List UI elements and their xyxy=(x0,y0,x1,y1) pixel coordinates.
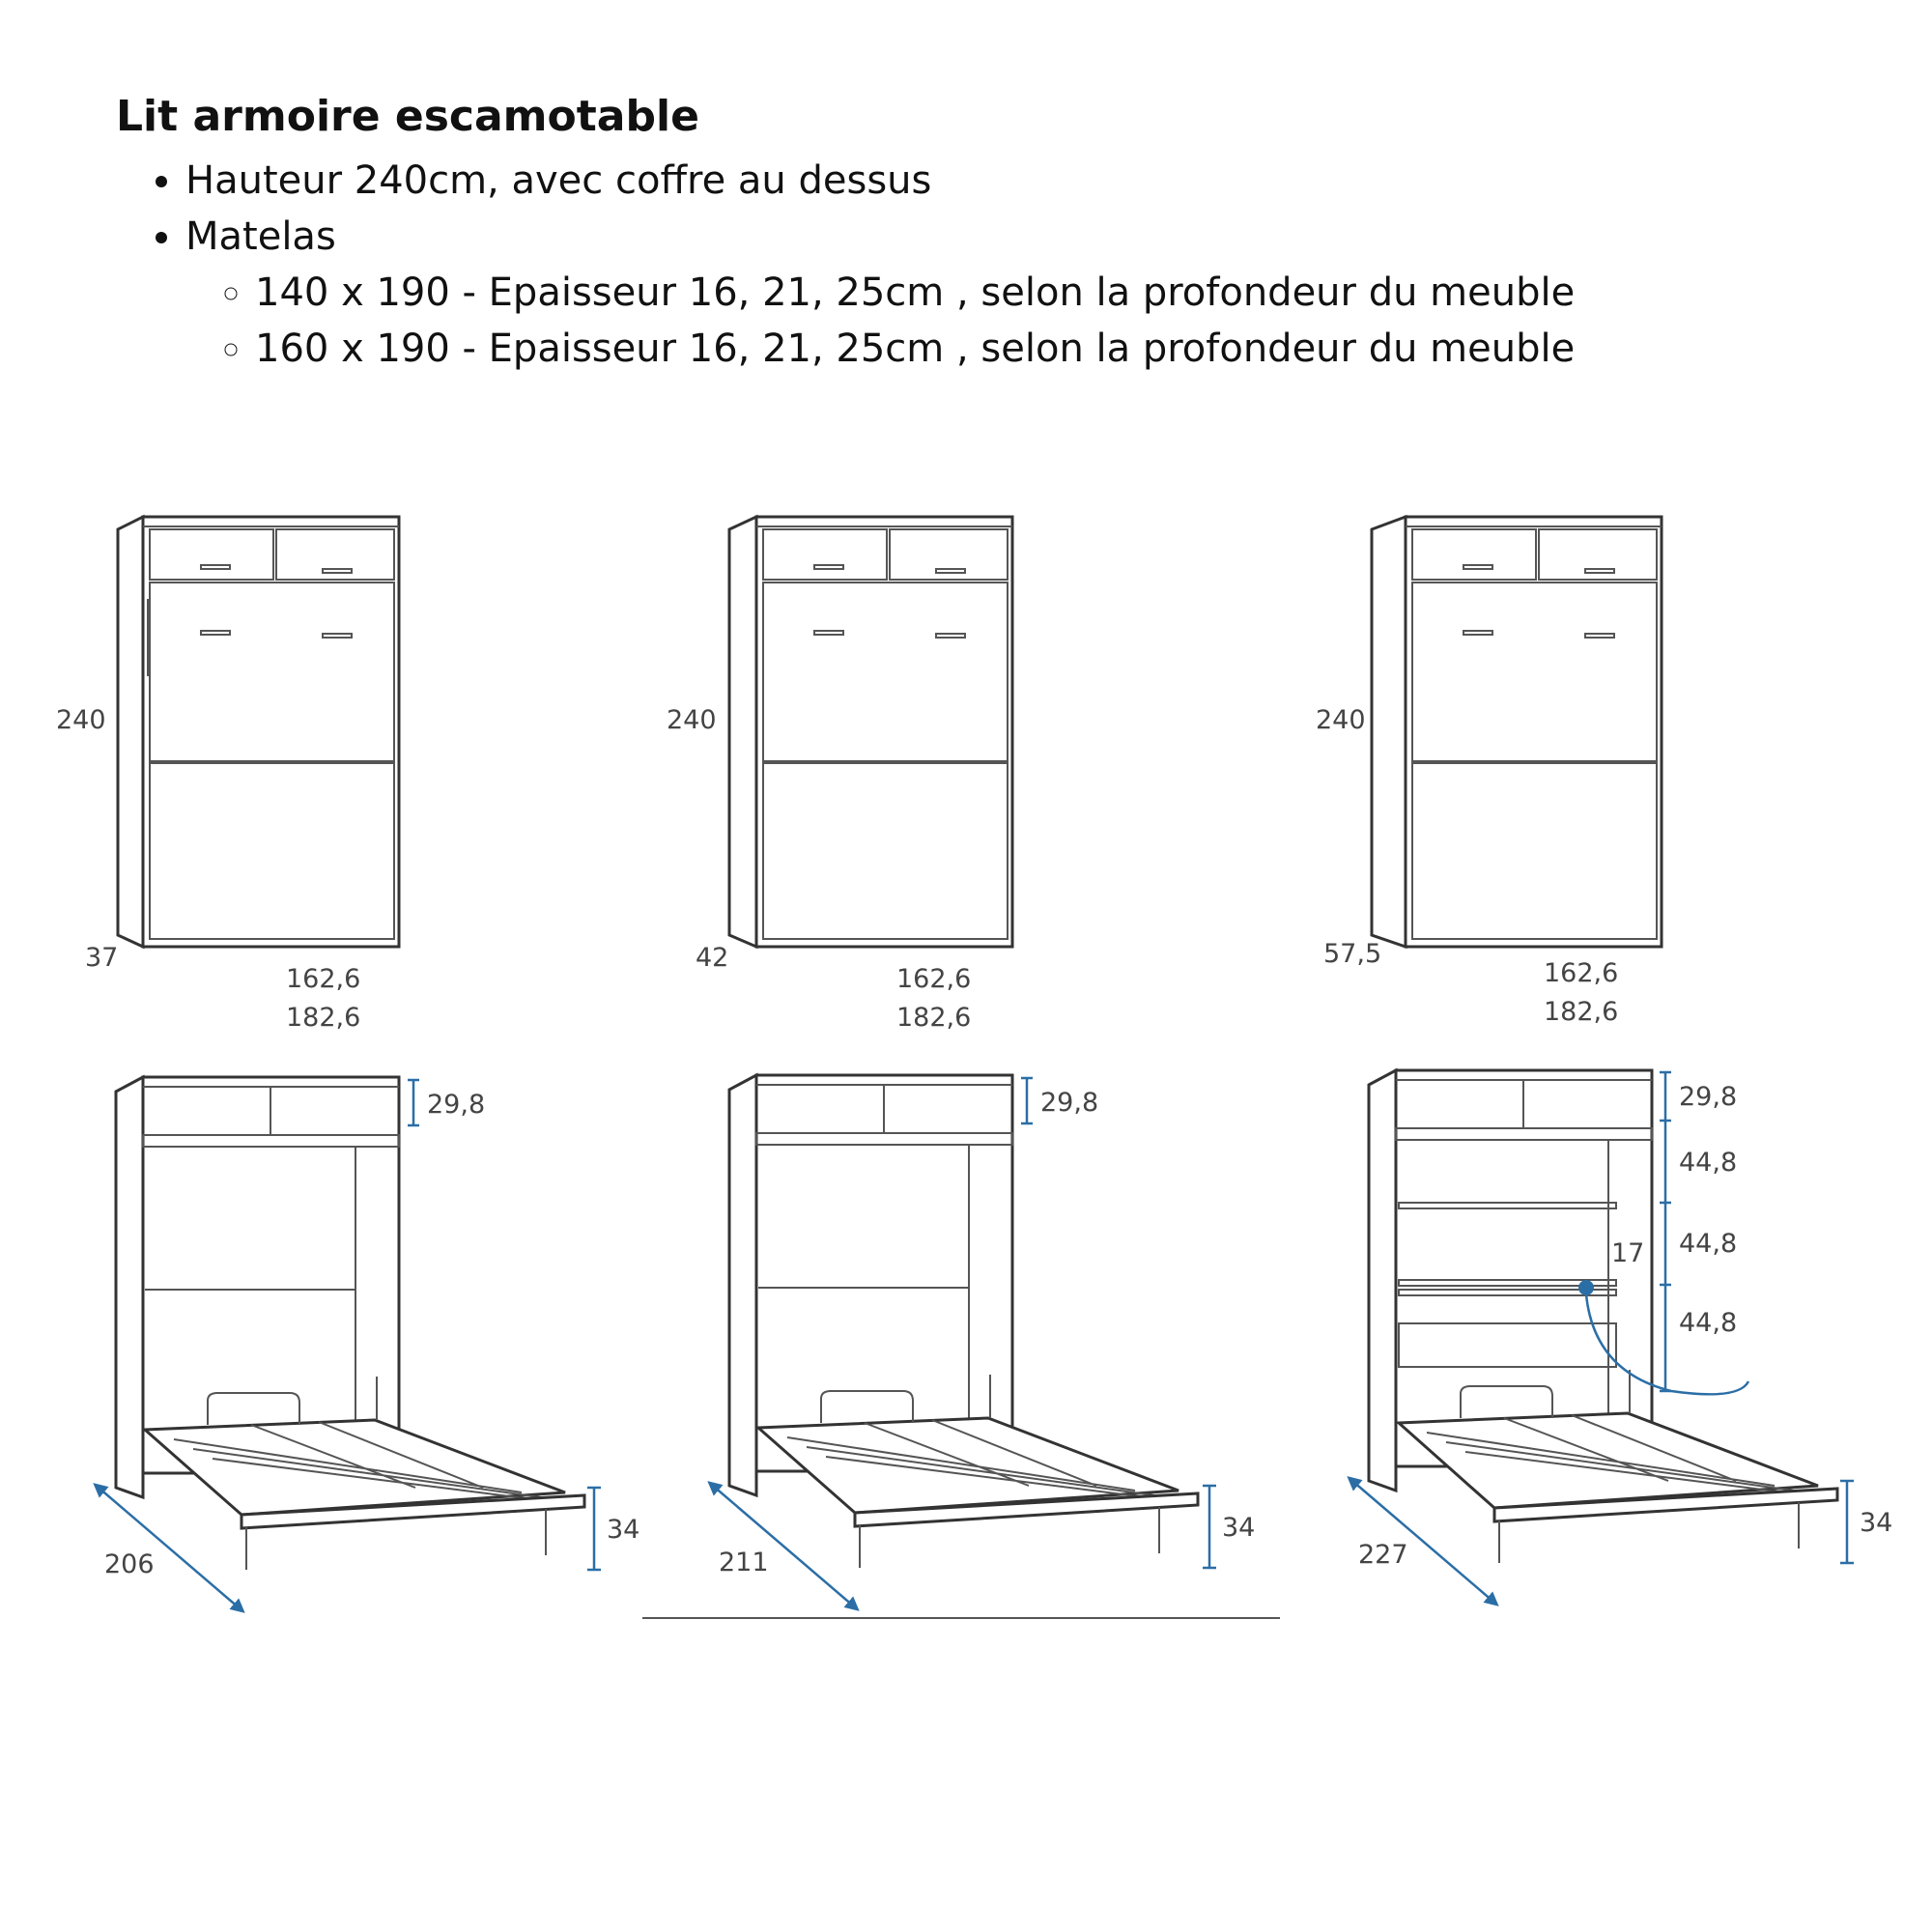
closed-2-width-inner: 162,6 xyxy=(896,964,972,994)
closed-3-height: 240 xyxy=(1316,705,1366,735)
mattress-140: ◦ 140 x 190 - Epaisseur 16, 21, 25cm , selon la profondeur du meuble xyxy=(255,265,1575,321)
open-3-top-box: 29,8 xyxy=(1679,1082,1738,1112)
closed-3-width-inner: 162,6 xyxy=(1544,958,1619,988)
open-3-shelf-1: 44,8 xyxy=(1679,1148,1738,1178)
open-view-3 xyxy=(1352,1070,1892,1602)
open-1-top-box: 29,8 xyxy=(427,1090,486,1120)
open-2-open-depth: 211 xyxy=(719,1548,769,1577)
bullet-mattress-label: Matelas xyxy=(185,214,336,259)
closed-1-height: 240 xyxy=(56,705,106,735)
open-2-top-box: 29,8 xyxy=(1040,1088,1099,1118)
closed-view-3 xyxy=(1316,517,1662,1027)
mattress-160: ◦ 160 x 190 - Epaisseur 16, 21, 25cm , selon la profondeur du meuble xyxy=(255,321,1575,377)
closed-2-height: 240 xyxy=(667,705,717,735)
pivot-point-icon xyxy=(1578,1280,1594,1295)
open-3-shelf-3: 44,8 xyxy=(1679,1308,1738,1338)
closed-3-depth: 57,5 xyxy=(1323,939,1382,969)
open-1-open-depth: 206 xyxy=(104,1549,155,1579)
open-3-shelf-2: 44,8 xyxy=(1679,1229,1738,1259)
open-3-open-depth: 227 xyxy=(1358,1540,1408,1570)
closed-view-2 xyxy=(667,517,1012,1033)
closed-3-width-outer: 182,6 xyxy=(1544,997,1619,1027)
bullet-height: • Hauteur 240cm, avec coffre au dessus xyxy=(185,153,1575,209)
closed-1-width-outer: 182,6 xyxy=(286,1003,361,1033)
closed-view-1 xyxy=(56,517,399,1033)
open-3-shelf-gap: 17 xyxy=(1611,1238,1645,1268)
open-view-2 xyxy=(713,1075,1255,1606)
page-title: Lit armoire escamotable xyxy=(116,92,699,141)
open-1-bed-height: 34 xyxy=(607,1515,640,1545)
open-view-1 xyxy=(99,1077,639,1608)
closed-2-width-outer: 182,6 xyxy=(896,1003,972,1033)
open-3-bed-height: 34 xyxy=(1860,1508,1893,1538)
closed-1-depth: 37 xyxy=(85,943,119,973)
closed-2-depth: 42 xyxy=(696,943,729,973)
open-2-bed-height: 34 xyxy=(1222,1513,1256,1543)
closed-1-width-inner: 162,6 xyxy=(286,964,361,994)
